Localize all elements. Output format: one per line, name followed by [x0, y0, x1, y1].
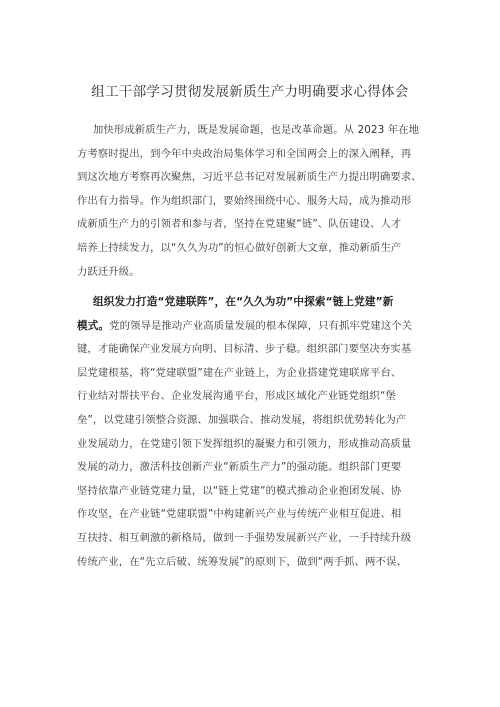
text-line: 业发展动力，在党建引领下发挥组织的凝聚力和引领力，形成推动高质量 [77, 437, 412, 450]
section-heading-tail: 模式。 [77, 319, 110, 332]
text-line: 方考察时提出，到今年中央政治局集体学习和全国两会上的深入阐释，再 [77, 147, 412, 160]
text-line: 发展的动力，激活科技创新产业“新质生产力”的强动能。组织部门更要 [77, 461, 402, 474]
text-span: 党的领导是推动产业高质量发展的根本保障，只有抓牢党建这个关 [109, 319, 413, 332]
text-line: 作出有力指导。作为组织部门，要始终围绕中心、服务大局，成为推动形 [77, 194, 412, 207]
text-line: 作攻坚，在产业链“党建联盟”中构建新兴产业与传统产业相互促进、相 [77, 508, 402, 521]
text-line: 互扶持、相互刺激的新格局，做到一手强势发展新兴产业，一手持续升级 [77, 531, 412, 544]
text-line: 成新质生产力的引领者和参与者，坚持在党建聚“链”、队伍建设、人才 [77, 218, 402, 231]
text-line: 到这次地方考察再次聚焦，习近平总书记对发展新质生产力提出明确要求、 [77, 171, 422, 184]
text-line: 传统产业，在“先立后破、统筹发展”的原则下，做到“两手抓、两不误、 [77, 555, 407, 568]
text-line: 层党建根基，将“党建联盟”建在产业链上，为企业搭建党建联席平台、 [77, 366, 402, 379]
text-line: 坚持依靠产业链党建力量，以“链上党建”的模式推动企业抱团发展、协 [77, 484, 402, 497]
text-line: 行业结对帮扶平台、企业发展沟通平台，形成区域化产业链党组织“堡 [77, 390, 396, 403]
section-heading-line: 组织发力打造“党建联阵”，在“久久为功”中探索“链上党建”新 [93, 296, 394, 308]
paragraph-section-one [77, 291, 437, 574]
text-line: 加快形成新质生产力，既是发展命题，也是改革命题。从 2023 年在地 [93, 124, 420, 136]
text-line: 垒”，以党建引领整合资源、加强联合、推动发展，将组织优势转化为产 [77, 413, 407, 426]
paragraph-intro [77, 119, 437, 284]
text-line: 培养上持续发力，以“久久为功”的恒心做好创新大文章，推动新质生产 [77, 241, 402, 254]
text-line: 力跃迁升级。 [77, 265, 140, 278]
document-title: 组工干部学习贯彻发展新质生产力明确要求心得体会 [91, 84, 409, 100]
text-line: 键，才能确保产业发展方向明、目标清、步子稳。组织部门要坚决夯实基 [77, 343, 412, 356]
text-line [77, 315, 437, 339]
